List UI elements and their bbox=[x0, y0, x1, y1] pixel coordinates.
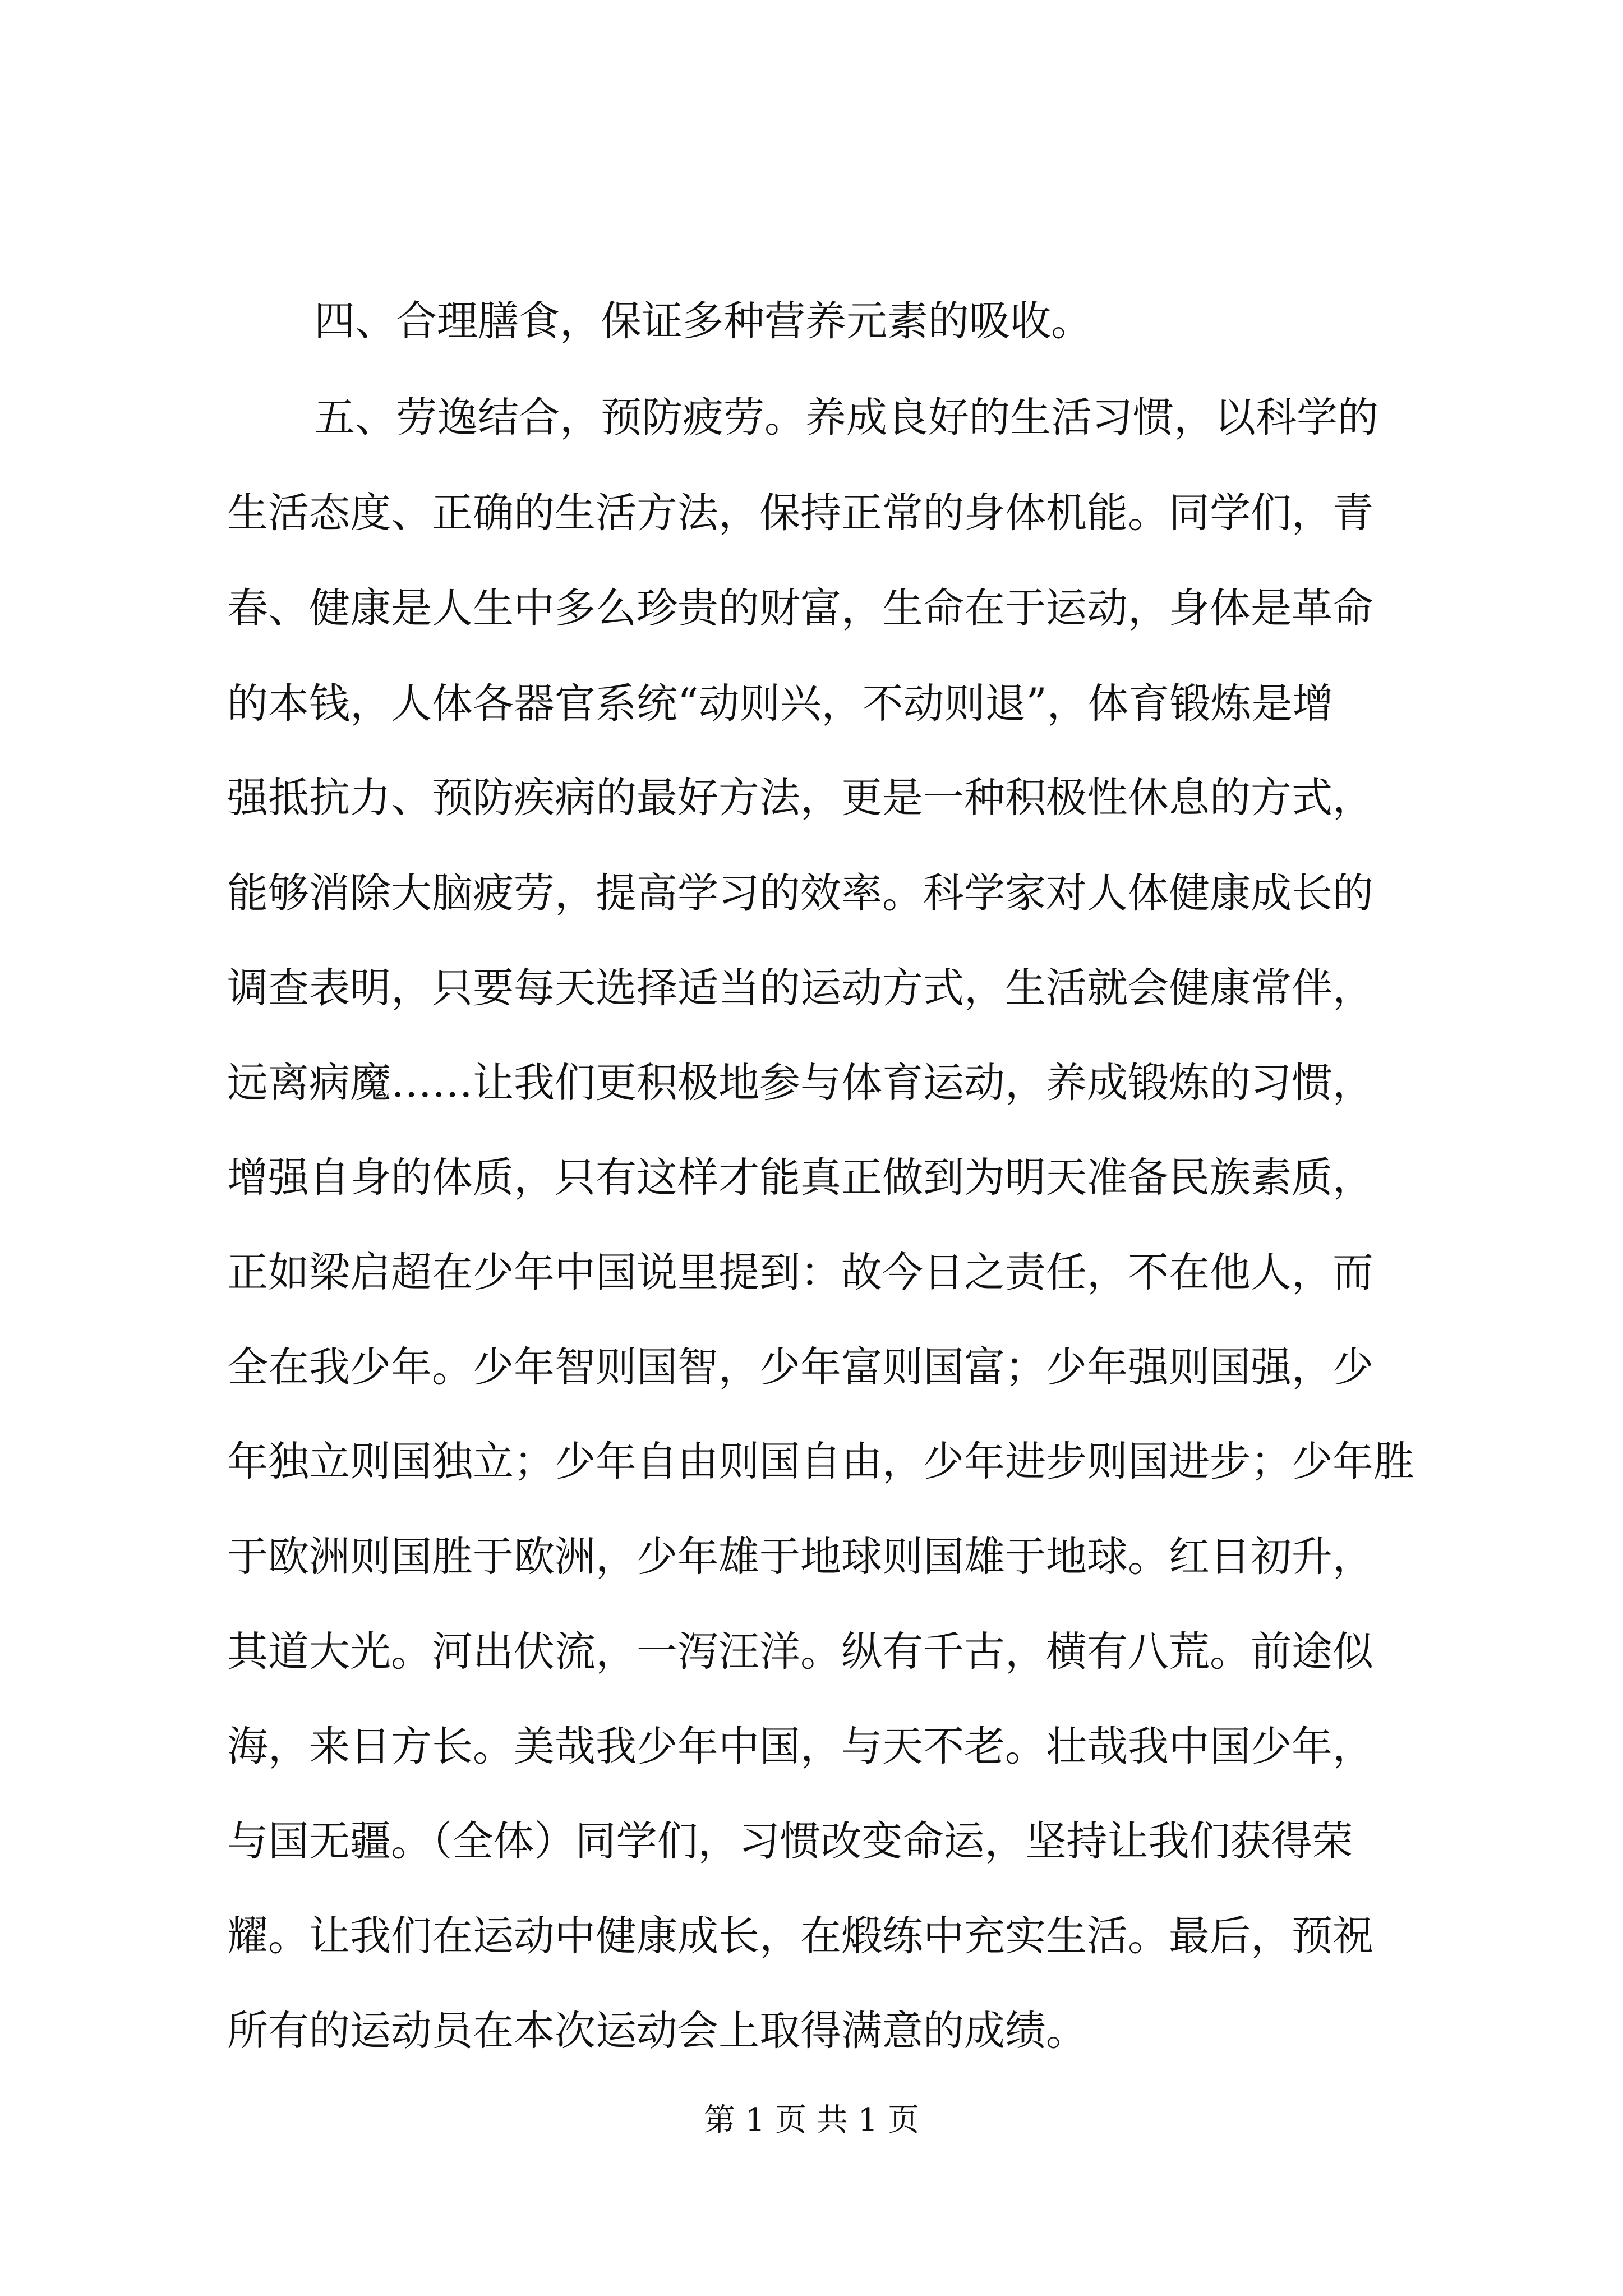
paragraph-5-line bbox=[0, 1431, 1623, 1493]
paragraph-5-line bbox=[0, 1621, 1623, 1683]
paragraph-5-line bbox=[0, 767, 1623, 829]
paragraph-5-line bbox=[0, 1526, 1623, 1588]
text-line: 与国无疆。（全体）同学们，习惯改变命运，坚持让我们获得荣 bbox=[227, 1818, 1353, 1865]
text-line: 年独立则国独立；少年自由则国自由，少年进步则国进步；少年胜 bbox=[227, 1438, 1414, 1485]
paragraph-5-line bbox=[0, 863, 1623, 924]
text-line: 海，来日方长。美哉我少年中国，与天不老。壮哉我中国少年， bbox=[227, 1723, 1373, 1770]
text-line: 全在我少年。少年智则国智，少年富则国富；少年强则国强，少 bbox=[227, 1343, 1373, 1391]
text-line: 强抵抗力、预防疾病的最好方法，更是一种积极性休息的方式， bbox=[227, 774, 1373, 822]
text-line: 正如梁启超在少年中国说里提到：故今日之责任，不在他人，而 bbox=[227, 1249, 1373, 1296]
paragraph-5-line bbox=[0, 482, 1623, 544]
text-line: 于欧洲则国胜于欧洲，少年雄于地球则国雄于地球。红日初升， bbox=[227, 1533, 1373, 1581]
paragraph-5-line bbox=[0, 958, 1623, 1019]
text-line: 调查表明，只要每天选择适当的运动方式，生活就会健康常伴， bbox=[227, 964, 1373, 1012]
paragraph-5-line bbox=[0, 1811, 1623, 1872]
text-line: 所有的运动员在本次运动会上取得满意的成绩。 bbox=[227, 2007, 1087, 2055]
paragraph-5-line bbox=[0, 578, 1623, 639]
text-line: 春、健康是人生中多么珍贵的财富，生命在于运动，身体是革命 bbox=[227, 585, 1373, 632]
paragraph-5-line bbox=[0, 387, 1623, 449]
text-line: 增强自身的体质，只有这样才能真正做到为明天准备民族素质， bbox=[227, 1154, 1373, 1202]
paragraph-5-line bbox=[0, 1147, 1623, 1209]
paragraph-5-line bbox=[0, 1906, 1623, 1967]
paragraph-4 bbox=[0, 291, 1623, 352]
paragraph-5-line bbox=[0, 1716, 1623, 1778]
paragraph-5-line bbox=[0, 1242, 1623, 1304]
text-line: 四、合理膳食，保证多种营养元素的吸收。 bbox=[314, 297, 1092, 345]
page-footer: 第 1 页 共 1 页 bbox=[703, 2102, 920, 2138]
text-line: 其道大光。河出伏流，一泻汪洋。纵有千古，横有八荒。前途似 bbox=[227, 1628, 1373, 1676]
text-line: 耀。让我们在运动中健康成长，在煅练中充实生活。最后，预祝 bbox=[227, 1912, 1373, 1960]
text-line: 能够消除大脑疲劳，提高学习的效率。科学家对人体健康成长的 bbox=[227, 869, 1373, 917]
text-line: 的本钱，人体各器官系统“动则兴，不动则退”，体育锻炼是增 bbox=[227, 680, 1334, 728]
text-line: 生活态度、正确的生活方法，保持正常的身体机能。同学们，青 bbox=[227, 489, 1373, 537]
paragraph-5-line bbox=[0, 1052, 1623, 1114]
paragraph-5-line bbox=[0, 2000, 1623, 2062]
text-line: 五、劳逸结合，预防疲劳。养成良好的生活习惯，以科学的 bbox=[314, 394, 1378, 441]
text-line: 远离病魔……让我们更积极地参与体育运动，养成锻炼的习惯， bbox=[227, 1059, 1373, 1107]
paragraph-5-line bbox=[0, 1337, 1623, 1398]
paragraph-5-line bbox=[0, 673, 1623, 735]
